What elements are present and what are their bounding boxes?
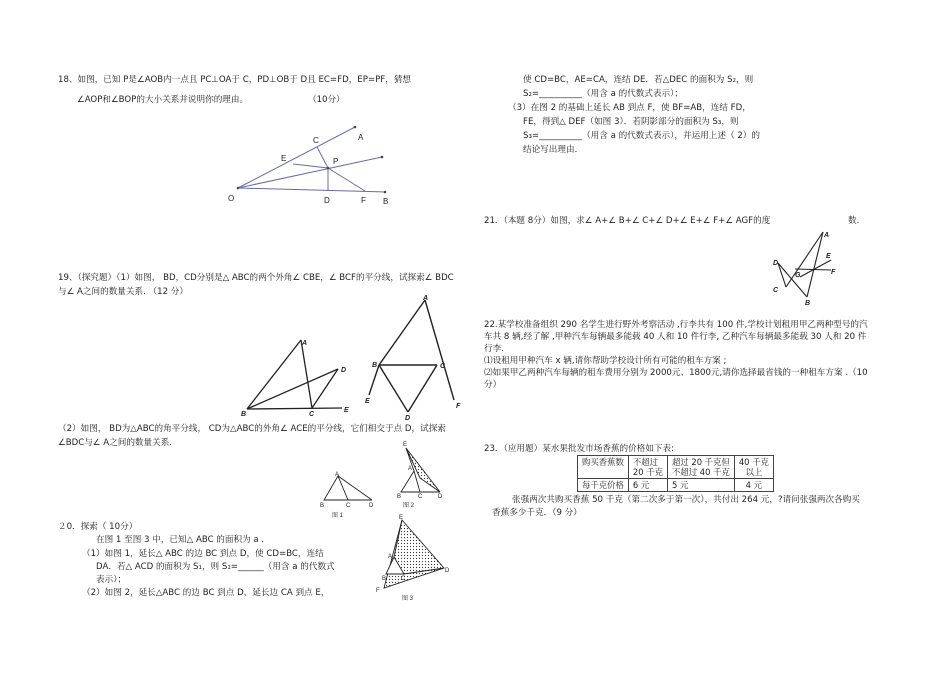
q22-line4: ⑴设租用甲种汽车 x 辆,请你帮助学校设计所有可能的租车方案 ; xyxy=(484,356,727,366)
q21-label-g: G xyxy=(795,272,801,279)
q18-label-p: P xyxy=(333,157,339,166)
q19f2-label-b: B xyxy=(372,362,378,369)
q20-p3-line1: （3）在图 2 的基础上延长 AB 到点 F，使 BF=AB，连结 FD， xyxy=(508,103,751,113)
q19f2-label-e: E xyxy=(365,398,370,405)
q21-label-d: D xyxy=(773,260,779,267)
q18-line2: ∠AOP和∠BOP的大小关系并说明你的理由。 xyxy=(77,95,249,105)
price-table-header-cell: 超过 20 千克但 不超过 40 千克 xyxy=(667,456,734,479)
q21-figure xyxy=(765,225,845,307)
q18-label-o: O xyxy=(228,194,235,203)
q20f3-label-b: B xyxy=(382,576,387,582)
q19f2-label-c: C xyxy=(440,363,446,370)
q18-label-a: A xyxy=(358,133,364,142)
q22-line2: 车共 8 辆,经了解 ,甲种汽车每辆最多能载 40 人和 10 件行李, 乙种汽车每辆最多能载 30 人和 20 件 xyxy=(484,332,867,342)
q19-part2-line1: （2）如图， BD为△ABC的角平分线， CD为△ABC的外角∠ ACE的平分线，它们相交于点 D，试探索 xyxy=(58,424,446,434)
q20-p1-line3: 表示）； xyxy=(96,575,127,585)
q20-p2-line2: 使 CD=BC，AE=CA，连结 DE．若△DEC 的面积为 S₂，则 xyxy=(523,75,754,85)
q19f1-label-b: B xyxy=(241,411,247,418)
q20f3-label-f: F xyxy=(376,588,380,594)
q18-label-f: F xyxy=(361,196,366,205)
price-table-header-cell: 购买香蕉数 xyxy=(578,456,629,479)
price-table xyxy=(577,455,774,492)
q19f2-label-d: D xyxy=(405,415,411,420)
q20f1-label-a: A xyxy=(335,472,340,478)
q19-line2: 与∠ A之间的数量关系. （12 分） xyxy=(58,287,188,297)
q22-line1: 22.某学校准备组织 290 名学生进行野外考察活动 ,行李共有 100 件,学校计划租用甲乙两种型号的汽 xyxy=(484,320,868,330)
q19f1-label-a: A xyxy=(302,340,308,347)
q19f2-label-f: F xyxy=(456,403,461,410)
q21-label-f: F xyxy=(831,269,836,276)
q20f2-label-e: E xyxy=(403,442,408,448)
q21-text: 21．（本题 8分）如图，求∠ A+∠ B+∠ C+∠ D+∠ E+∠ F+∠ AGF的度 xyxy=(484,216,771,226)
q18-label-d: D xyxy=(324,196,330,205)
q20f2-label-a: A xyxy=(408,466,413,472)
q18-line1: 18、如图，已知 P是∠AOB内一点且 PC⊥OA于 C，PD⊥OB于 D且 EC=FD，EP=PF，猜想 xyxy=(58,75,412,85)
q19f2-label-a: A xyxy=(423,295,429,302)
price-table-header-cell: 40 千克 以上 xyxy=(734,456,773,479)
q19f1-label-e: E xyxy=(344,407,349,414)
q19f1-label-d: D xyxy=(341,367,347,374)
price-table-cell: 每千克价格 xyxy=(578,479,629,492)
q20f2-label-c: C xyxy=(418,494,423,500)
q23-line2: 张强两次共购买香蕉 50 千克（第二次多于第一次），共付出 264 元，?请问张强两次各购买 xyxy=(512,495,860,505)
price-table-cell: 6 元 xyxy=(628,479,667,492)
q22-line5: ⑵如果甲乙两种汽车每辆的租车费用分别为 2000元、1800元,请你选择最省钱的一种租车方案 .（10 xyxy=(484,368,868,378)
q21-label-a: A xyxy=(824,232,830,239)
q19f1-label-c: C xyxy=(309,411,315,418)
q20f2-label-b: B xyxy=(397,494,402,500)
q18-figure xyxy=(225,120,395,210)
q21-label-b: B xyxy=(805,300,811,307)
q20-p1-line2: DA．若△ ACD 的面积为 S₁，则 S₁=______（用含 a 的代数式 xyxy=(96,562,335,572)
q20f3-label-d: D xyxy=(445,568,450,574)
q20-intro: 在图 1 至图 3 中，已知△ ABC 的面积为 a ． xyxy=(96,535,271,545)
price-table-cell: 5 元 xyxy=(667,479,734,492)
q20f3-label-a: A xyxy=(388,554,393,560)
q18-label-b: B xyxy=(383,197,389,206)
q21-text-end: 数. xyxy=(848,216,860,226)
q20-p3-line4: 结论写出理由． xyxy=(523,145,584,155)
q18-points: （10分） xyxy=(308,95,345,105)
q23-line3: 香蕉多少千克．（9 分） xyxy=(492,508,582,518)
q20-p1-line1: （1）如图 1，延长△ ABC 的边 BC 到点 D，使 CD=BC，连结 xyxy=(82,549,324,559)
q20-p2-line3: S₂=__________（用含 a 的代数式表示）； xyxy=(523,89,684,99)
q23-line1: 23．（应用题）某水果批发市场香蕉的价格如下表: xyxy=(484,444,675,454)
q20-p3-line3: S₃=__________（用含 a 的代数式表示），并运用上述（ 2）的 xyxy=(523,131,760,141)
q20-p2-line1: （2）如图 2，延长△ABC 的边 BC 到点 D，延长边 CA 到点 E， xyxy=(82,588,330,598)
price-table-header-row xyxy=(578,456,774,479)
q20-fig2-caption: 图 2 xyxy=(403,503,415,509)
q22-line3: 行李. xyxy=(484,344,504,354)
q20-heading: ２0．探索（ 10分） xyxy=(58,522,138,532)
price-table-header-cell: 不超过 20 千克 xyxy=(628,456,667,479)
q20-figure-2 xyxy=(393,438,453,510)
q19-line1: 19、（探究题）（1）如图， BD，CD分别是△ ABC的两个外角∠ CBE，∠ BCF的平分线，试探索∠ BDC xyxy=(58,273,454,283)
price-table-row xyxy=(578,479,774,492)
q20-fig3-caption: 图 3 xyxy=(402,596,414,602)
q19-figure-1 xyxy=(238,335,358,420)
q19-part2-line2: ∠BDC与∠ A之间的数量关系. xyxy=(58,438,173,448)
q20f2-label-d: D xyxy=(438,494,443,500)
q18-label-c: C xyxy=(313,136,319,145)
q20f1-label-d: D xyxy=(369,503,374,509)
q20-fig1-caption: 图 1 xyxy=(332,513,344,519)
q21-label-e: E xyxy=(826,253,831,260)
q20-p3-line2: FE，得到△ DEF（如图 3）．若阴影部分的面积为 S₃，则 xyxy=(523,117,739,127)
q19-figure-2 xyxy=(365,292,465,420)
q21-label-c: C xyxy=(773,287,779,294)
q20f1-label-c: C xyxy=(346,503,351,509)
q20f3-label-c: C xyxy=(401,576,406,582)
q20f3-label-e: E xyxy=(399,515,404,521)
q18-label-e: E xyxy=(281,154,287,163)
q20-figure-3 xyxy=(370,512,455,604)
q22-line6: 分） xyxy=(484,380,502,390)
q20f1-label-b: B xyxy=(320,503,325,509)
price-table-cell: 4 元 xyxy=(734,479,773,492)
